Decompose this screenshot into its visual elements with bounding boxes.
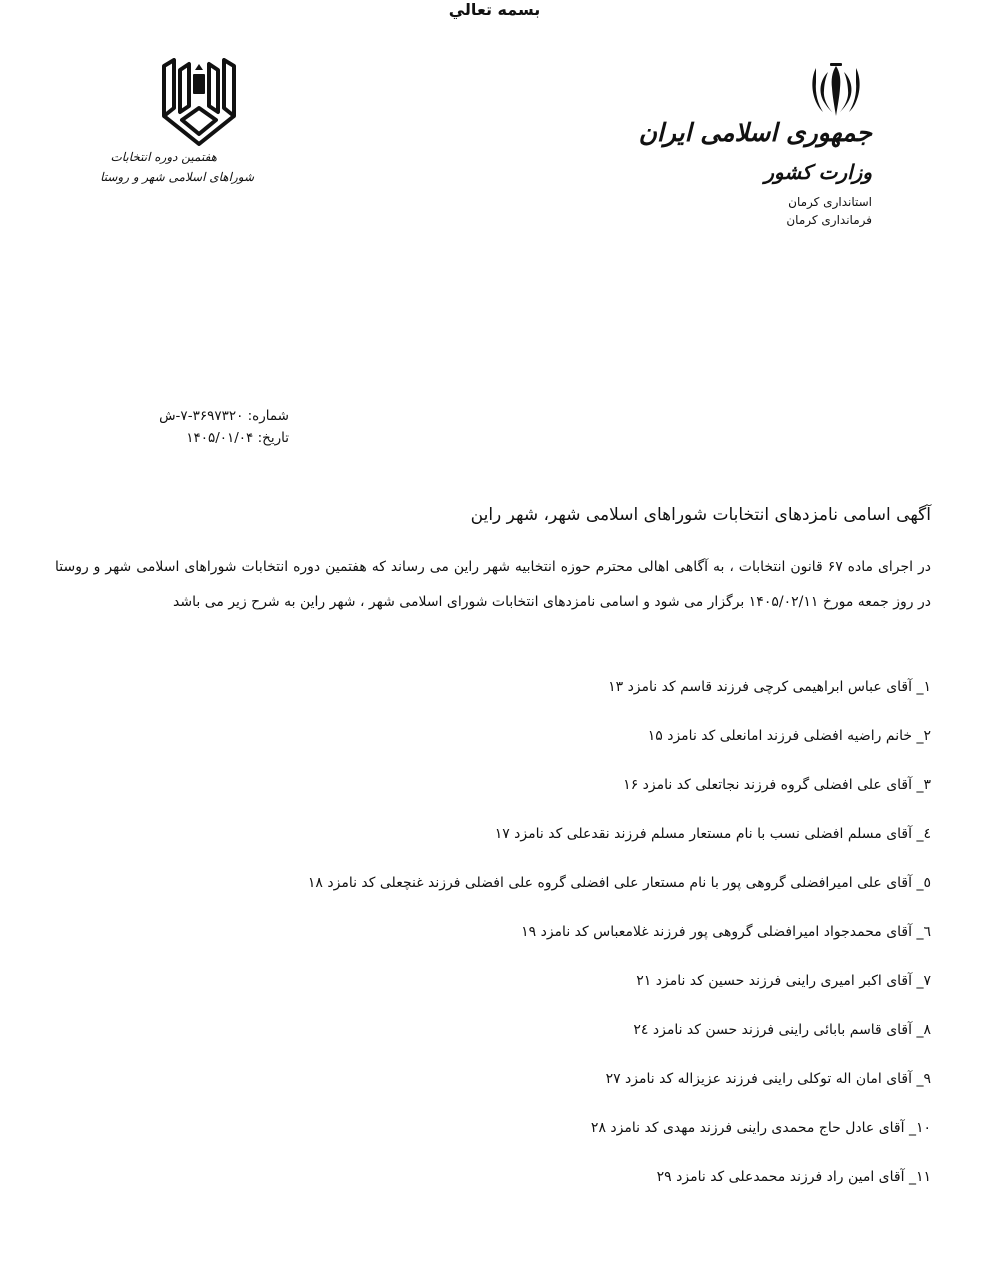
- ministry-name: وزارت کشور: [764, 160, 872, 184]
- intro-paragraph: در اجرای ماده ۶۷ قانون انتخابات ، به آگاهی اهالی محترم حوزه انتخابیه شهر راین می رساند که هفتمین دوره انتخابات شوراهای اسلامی شهر و روستا در روز جمعه مورخ ۱۴۰۵/۰۲/۱۱ برگزار می شود و اسامی نامزدهای انتخابات شورای اسلامی شهر ، شهر راین به شرح زیر می باشد: [55, 559, 932, 610]
- reference-number: شماره: ۳۶۹۷۳۲۰-۷-ش: [159, 408, 289, 424]
- election-round-caption: هفتمین دوره انتخابات: [110, 150, 217, 164]
- candidate-item: ۸_ آقای قاسم بابائی راینی فرزند حسن کد نامزد ۲٤: [633, 1022, 931, 1038]
- candidate-item: ٤_ آقای مسلم افضلی نسب با نام مستعار مسلم فرزند نقدعلی کد نامزد ۱۷: [494, 826, 931, 842]
- candidate-item: ۹_ آقای امان اله توکلی راینی فرزند عزیزاله کد نامزد ۲۷: [605, 1071, 931, 1087]
- candidate-item: ٦_ آقای محمدجواد امیرافضلی گروهی پور فرزند غلامعباس کد نامزد ۱۹: [521, 924, 931, 940]
- ministry-country-name: جمهوری اسلامی ایران: [638, 118, 872, 147]
- candidate-item: ۲_ خانم راضیه افضلی فرزند امانعلی کد نامزد ۱۵: [647, 728, 931, 744]
- basmala-heading: بسمه تعالي: [448, 0, 541, 19]
- candidate-list: [55, 672, 931, 1211]
- governorate-name: استانداری کرمان: [788, 195, 872, 209]
- candidate-item: ۱۱_ آقای امین راد فرزند محمدعلی کد نامزد ۲۹: [656, 1169, 931, 1185]
- election-ballot-box-icon: [160, 58, 238, 146]
- iran-emblem-icon: [808, 62, 864, 120]
- candidate-item: ۷_ آقای اکبر امیری راینی فرزند حسین کد نامزد ۲۱: [636, 973, 931, 989]
- candidate-item: ٥_ آقای علی امیرافضلی گروهی پور با نام مستعار علی افضلی گروه علی افضلی فرزند غنچعلی کد نامزد ۱۸: [307, 875, 931, 891]
- candidate-item: ۳_ آقای علی افضلی گروه فرزند نجاتعلی کد نامزد ۱۶: [623, 777, 931, 793]
- reference-date: تاریخ: ۱۴۰۵/۰۱/۰۴: [186, 430, 289, 446]
- candidate-item: ۱_ آقای عباس ابراهیمی کرچی فرزند قاسم کد نامزد ۱۳: [608, 679, 931, 695]
- election-councils-caption: شوراهای اسلامی شهر و روستا: [100, 170, 254, 184]
- announcement-title: آگهی اسامی نامزدهای انتخابات شوراهای اسلامی شهر، شهر راین: [470, 505, 931, 525]
- county-governorate-name: فرمانداری کرمان: [786, 213, 872, 227]
- candidate-item: ۱۰_ آقای عادل حاج محمدی راینی فرزند مهدی کد نامزد ۲۸: [590, 1120, 931, 1136]
